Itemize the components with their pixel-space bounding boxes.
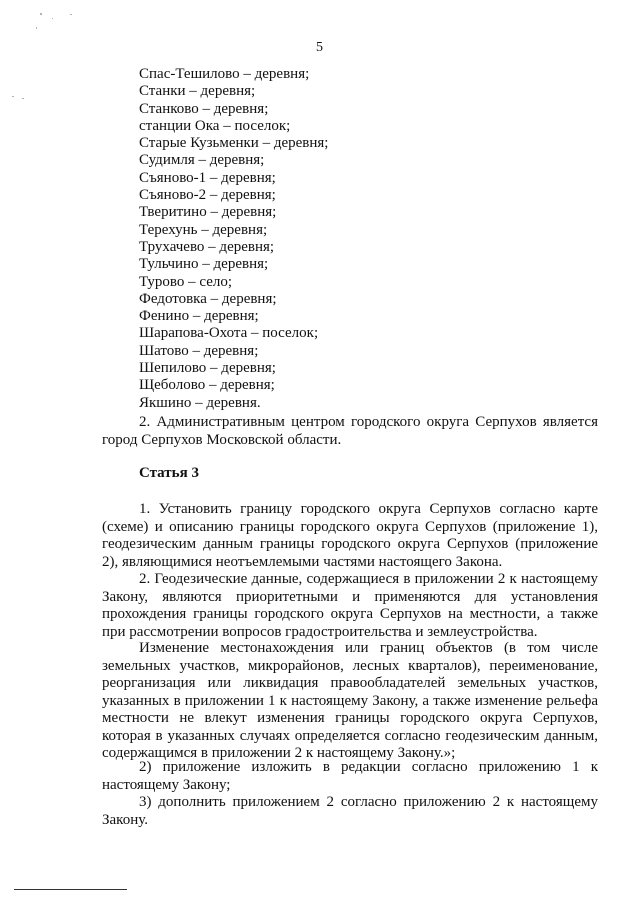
list-item: Трухачево – деревня;: [139, 238, 275, 255]
list-item: Старые Кузьменки – деревня;: [139, 135, 329, 152]
list-item: Станково – деревня;: [139, 100, 269, 117]
scan-speck: [12, 96, 14, 97]
footer-divider: [14, 889, 127, 890]
list-item: Шепилово – деревня;: [139, 360, 276, 377]
list-item: Тверитино – деревня;: [139, 204, 277, 221]
list-item: Судимля – деревня;: [139, 152, 265, 169]
list-item: Спас-Тешилово – деревня;: [139, 66, 310, 82]
scan-speck: [36, 27, 37, 29]
scan-speck: [52, 18, 53, 19]
list-item: Съяново-2 – деревня;: [139, 187, 276, 204]
list-item: Съяново-1 – деревня;: [139, 169, 276, 186]
settlement-list: [139, 66, 579, 412]
list-item: Станки – деревня;: [139, 83, 256, 100]
list-item: Фенино – деревня;: [139, 308, 259, 325]
scan-speck: [40, 13, 42, 15]
list-item: станции Ока – поселок;: [139, 117, 291, 134]
list-item: Щеболово – деревня;: [139, 377, 275, 394]
list-item: Турово – село;: [139, 273, 233, 290]
page-number: 5: [316, 40, 323, 55]
paragraph-appendix-1: 2) приложение изложить в редакции согласно приложению 1 к настоящему Закону;: [102, 759, 598, 793]
paragraph-boundary-changes: Изменение местонахождения или границ объектов (в том числе земельных участков, микрорайонов, лесных кварталов), переименование, реорганизация или ликвидация правообладателей земельных участков, указанных в приложении 1 к настоящему Закону, а также изменение рельефа местности не влекут изменения границы городского округа Серпухов, которая в указанных случаях определяется согласно геодезическим данным, содержащимся в приложении 2 к настоящему Закону.»;: [102, 640, 598, 761]
paragraph-geodetic-data: 2. Геодезические данные, содержащиеся в приложении 2 к настоящему Закону, являются приоритетными и применяются для установления прохождения границы городского округа Серпухов на местности, а также при рассмотрении вопросов градостроительства и землеустройства.: [102, 571, 598, 640]
list-item: Шатово – деревня;: [139, 342, 259, 359]
paragraph-appendix-2: 3) дополнить приложением 2 согласно приложению 2 к настоящему Закону.: [102, 794, 598, 828]
list-item: Терехунь – деревня;: [139, 221, 268, 238]
scan-speck: [70, 14, 72, 15]
paragraph-boundary: 1. Установить границу городского округа Серпухов согласно карте (схеме) и описанию границы городского округа Серпухов (приложение 1), геодезическим данным границы городского округа Серпухов (приложение 2), являющимися неотъемлемыми частями настоящего Закона.: [102, 501, 598, 570]
list-item: Шарапова-Охота – поселок;: [139, 325, 319, 342]
article-heading: Статья 3: [139, 465, 199, 481]
scan-speck: [22, 98, 24, 99]
list-item: Якшино – деревня.: [139, 394, 261, 411]
list-item: Тульчино – деревня;: [139, 256, 269, 273]
admin-center-paragraph: 2. Административным центром городского округа Серпухов является город Серпухов Московской области.: [102, 414, 598, 448]
list-item: Федотовка – деревня;: [139, 290, 277, 307]
